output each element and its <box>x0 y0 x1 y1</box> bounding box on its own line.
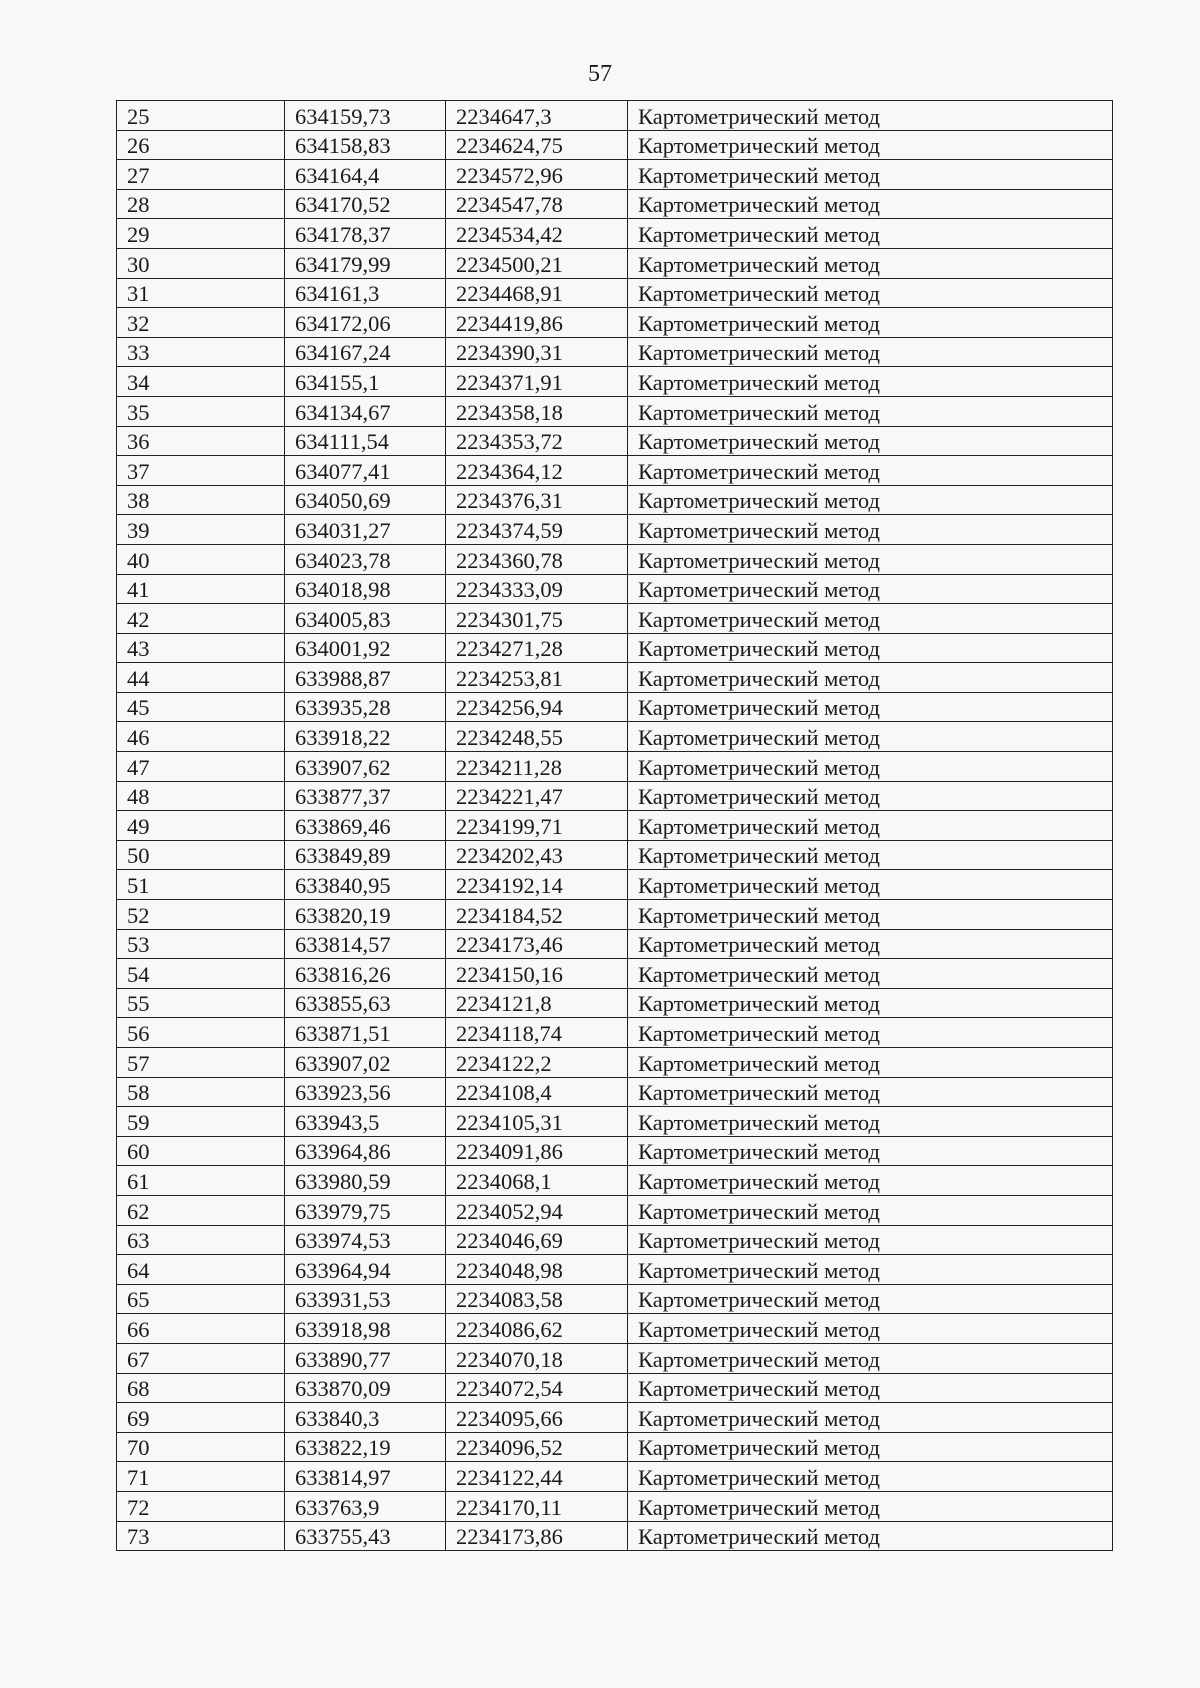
point-number-cell: 41 <box>117 574 285 604</box>
table-row <box>117 633 1113 663</box>
point-number-cell: 45 <box>117 692 285 722</box>
x-coordinate-cell: 633816,26 <box>285 959 446 989</box>
method-cell: Картометрический метод <box>628 633 1113 663</box>
x-coordinate-cell: 634111,54 <box>285 426 446 456</box>
x-coordinate-cell: 633820,19 <box>285 900 446 930</box>
x-coordinate-cell: 634170,52 <box>285 189 446 219</box>
point-number-cell: 25 <box>117 101 285 131</box>
y-coordinate-cell: 2234364,12 <box>446 456 628 486</box>
x-coordinate-cell: 634178,37 <box>285 219 446 249</box>
y-coordinate-cell: 2234647,3 <box>446 101 628 131</box>
method-cell: Картометрический метод <box>628 515 1113 545</box>
x-coordinate-cell: 633755,43 <box>285 1521 446 1551</box>
point-number-cell: 36 <box>117 426 285 456</box>
method-cell: Картометрический метод <box>628 160 1113 190</box>
y-coordinate-cell: 2234500,21 <box>446 248 628 278</box>
table-row <box>117 722 1113 752</box>
x-coordinate-cell: 633931,53 <box>285 1284 446 1314</box>
y-coordinate-cell: 2234121,8 <box>446 988 628 1018</box>
x-coordinate-cell: 633923,56 <box>285 1077 446 1107</box>
x-coordinate-cell: 634005,83 <box>285 604 446 634</box>
y-coordinate-cell: 2234150,16 <box>446 959 628 989</box>
x-coordinate-cell: 633840,3 <box>285 1403 446 1433</box>
method-cell: Картометрический метод <box>628 574 1113 604</box>
table-row <box>117 396 1113 426</box>
y-coordinate-cell: 2234221,47 <box>446 781 628 811</box>
method-cell: Картометрический метод <box>628 840 1113 870</box>
x-coordinate-cell: 633849,89 <box>285 840 446 870</box>
y-coordinate-cell: 2234048,98 <box>446 1255 628 1285</box>
table-row <box>117 870 1113 900</box>
y-coordinate-cell: 2234253,81 <box>446 663 628 693</box>
x-coordinate-cell: 634158,83 <box>285 130 446 160</box>
point-number-cell: 43 <box>117 633 285 663</box>
y-coordinate-cell: 2234358,18 <box>446 396 628 426</box>
point-number-cell: 48 <box>117 781 285 811</box>
x-coordinate-cell: 634179,99 <box>285 248 446 278</box>
y-coordinate-cell: 2234468,91 <box>446 278 628 308</box>
point-number-cell: 66 <box>117 1314 285 1344</box>
table-row <box>117 752 1113 782</box>
method-cell: Картометрический метод <box>628 1314 1113 1344</box>
table-row <box>117 456 1113 486</box>
point-number-cell: 32 <box>117 308 285 338</box>
table-row <box>117 1255 1113 1285</box>
point-number-cell: 51 <box>117 870 285 900</box>
y-coordinate-cell: 2234072,54 <box>446 1373 628 1403</box>
x-coordinate-cell: 633763,9 <box>285 1491 446 1521</box>
point-number-cell: 47 <box>117 752 285 782</box>
point-number-cell: 52 <box>117 900 285 930</box>
y-coordinate-cell: 2234256,94 <box>446 692 628 722</box>
method-cell: Картометрический метод <box>628 1195 1113 1225</box>
table-row <box>117 130 1113 160</box>
y-coordinate-cell: 2234173,86 <box>446 1521 628 1551</box>
y-coordinate-cell: 2234068,1 <box>446 1166 628 1196</box>
table-row <box>117 485 1113 515</box>
point-number-cell: 26 <box>117 130 285 160</box>
table-row <box>117 692 1113 722</box>
point-number-cell: 39 <box>117 515 285 545</box>
x-coordinate-cell: 634077,41 <box>285 456 446 486</box>
table-row <box>117 337 1113 367</box>
y-coordinate-cell: 2234086,62 <box>446 1314 628 1344</box>
method-cell: Картометрический метод <box>628 219 1113 249</box>
y-coordinate-cell: 2234390,31 <box>446 337 628 367</box>
method-cell: Картометрический метод <box>628 130 1113 160</box>
table-row <box>117 544 1113 574</box>
point-number-cell: 35 <box>117 396 285 426</box>
y-coordinate-cell: 2234091,86 <box>446 1136 628 1166</box>
y-coordinate-cell: 2234371,91 <box>446 367 628 397</box>
y-coordinate-cell: 2234122,2 <box>446 1048 628 1078</box>
y-coordinate-cell: 2234353,72 <box>446 426 628 456</box>
x-coordinate-cell: 634031,27 <box>285 515 446 545</box>
method-cell: Картометрический метод <box>628 308 1113 338</box>
method-cell: Картометрический метод <box>628 1491 1113 1521</box>
method-cell: Картометрический метод <box>628 101 1113 131</box>
y-coordinate-cell: 2234173,46 <box>446 929 628 959</box>
table-row <box>117 988 1113 1018</box>
method-cell: Картометрический метод <box>628 1432 1113 1462</box>
point-number-cell: 34 <box>117 367 285 397</box>
table-row <box>117 781 1113 811</box>
point-number-cell: 31 <box>117 278 285 308</box>
table-row <box>117 1403 1113 1433</box>
method-cell: Картометрический метод <box>628 367 1113 397</box>
x-coordinate-cell: 633855,63 <box>285 988 446 1018</box>
x-coordinate-cell: 633979,75 <box>285 1195 446 1225</box>
table-row <box>117 308 1113 338</box>
y-coordinate-cell: 2234248,55 <box>446 722 628 752</box>
point-number-cell: 42 <box>117 604 285 634</box>
point-number-cell: 71 <box>117 1462 285 1492</box>
y-coordinate-cell: 2234108,4 <box>446 1077 628 1107</box>
y-coordinate-cell: 2234271,28 <box>446 633 628 663</box>
point-number-cell: 49 <box>117 811 285 841</box>
y-coordinate-cell: 2234096,52 <box>446 1432 628 1462</box>
point-number-cell: 30 <box>117 248 285 278</box>
y-coordinate-cell: 2234184,52 <box>446 900 628 930</box>
y-coordinate-cell: 2234534,42 <box>446 219 628 249</box>
table-row <box>117 1195 1113 1225</box>
table-row <box>117 1018 1113 1048</box>
point-number-cell: 37 <box>117 456 285 486</box>
point-number-cell: 55 <box>117 988 285 1018</box>
x-coordinate-cell: 634172,06 <box>285 308 446 338</box>
point-number-cell: 53 <box>117 929 285 959</box>
table-row <box>117 604 1113 634</box>
point-number-cell: 65 <box>117 1284 285 1314</box>
point-number-cell: 72 <box>117 1491 285 1521</box>
table-row <box>117 929 1113 959</box>
method-cell: Картометрический метод <box>628 1136 1113 1166</box>
method-cell: Картометрический метод <box>628 1343 1113 1373</box>
table-row <box>117 1107 1113 1137</box>
x-coordinate-cell: 634167,24 <box>285 337 446 367</box>
table-row <box>117 811 1113 841</box>
x-coordinate-cell: 634023,78 <box>285 544 446 574</box>
point-number-cell: 60 <box>117 1136 285 1166</box>
x-coordinate-cell: 633869,46 <box>285 811 446 841</box>
table-row <box>117 1373 1113 1403</box>
method-cell: Картометрический метод <box>628 337 1113 367</box>
method-cell: Картометрический метод <box>628 396 1113 426</box>
table-row <box>117 248 1113 278</box>
x-coordinate-cell: 633907,02 <box>285 1048 446 1078</box>
x-coordinate-cell: 633871,51 <box>285 1018 446 1048</box>
x-coordinate-cell: 634018,98 <box>285 574 446 604</box>
point-number-cell: 56 <box>117 1018 285 1048</box>
x-coordinate-cell: 634050,69 <box>285 485 446 515</box>
x-coordinate-cell: 634001,92 <box>285 633 446 663</box>
point-number-cell: 73 <box>117 1521 285 1551</box>
method-cell: Картометрический метод <box>628 544 1113 574</box>
method-cell: Картометрический метод <box>628 870 1113 900</box>
method-cell: Картометрический метод <box>628 1107 1113 1137</box>
method-cell: Картометрический метод <box>628 1521 1113 1551</box>
x-coordinate-cell: 633840,95 <box>285 870 446 900</box>
y-coordinate-cell: 2234046,69 <box>446 1225 628 1255</box>
method-cell: Картометрический метод <box>628 278 1113 308</box>
method-cell: Картометрический метод <box>628 1018 1113 1048</box>
x-coordinate-cell: 633918,98 <box>285 1314 446 1344</box>
point-number-cell: 64 <box>117 1255 285 1285</box>
method-cell: Картометрический метод <box>628 1255 1113 1285</box>
method-cell: Картометрический метод <box>628 752 1113 782</box>
method-cell: Картометрический метод <box>628 1373 1113 1403</box>
x-coordinate-cell: 633822,19 <box>285 1432 446 1462</box>
y-coordinate-cell: 2234374,59 <box>446 515 628 545</box>
y-coordinate-cell: 2234199,71 <box>446 811 628 841</box>
x-coordinate-cell: 634159,73 <box>285 101 446 131</box>
method-cell: Картометрический метод <box>628 604 1113 634</box>
method-cell: Картометрический метод <box>628 189 1113 219</box>
x-coordinate-cell: 634164,4 <box>285 160 446 190</box>
point-number-cell: 27 <box>117 160 285 190</box>
table-row <box>117 1136 1113 1166</box>
table-row <box>117 278 1113 308</box>
y-coordinate-cell: 2234105,31 <box>446 1107 628 1137</box>
y-coordinate-cell: 2234419,86 <box>446 308 628 338</box>
y-coordinate-cell: 2234122,44 <box>446 1462 628 1492</box>
method-cell: Картометрический метод <box>628 1166 1113 1196</box>
point-number-cell: 67 <box>117 1343 285 1373</box>
y-coordinate-cell: 2234170,11 <box>446 1491 628 1521</box>
y-coordinate-cell: 2234572,96 <box>446 160 628 190</box>
point-number-cell: 40 <box>117 544 285 574</box>
point-number-cell: 57 <box>117 1048 285 1078</box>
point-number-cell: 62 <box>117 1195 285 1225</box>
x-coordinate-cell: 633870,09 <box>285 1373 446 1403</box>
method-cell: Картометрический метод <box>628 988 1113 1018</box>
x-coordinate-cell: 634155,1 <box>285 367 446 397</box>
y-coordinate-cell: 2234301,75 <box>446 604 628 634</box>
method-cell: Картометрический метод <box>628 426 1113 456</box>
table-row <box>117 426 1113 456</box>
method-cell: Картометрический метод <box>628 929 1113 959</box>
point-number-cell: 63 <box>117 1225 285 1255</box>
x-coordinate-cell: 633935,28 <box>285 692 446 722</box>
method-cell: Картометрический метод <box>628 811 1113 841</box>
method-cell: Картометрический метод <box>628 248 1113 278</box>
method-cell: Картометрический метод <box>628 663 1113 693</box>
table-row <box>117 101 1113 131</box>
point-number-cell: 44 <box>117 663 285 693</box>
method-cell: Картометрический метод <box>628 1048 1113 1078</box>
table-row <box>117 189 1113 219</box>
y-coordinate-cell: 2234360,78 <box>446 544 628 574</box>
y-coordinate-cell: 2234052,94 <box>446 1195 628 1225</box>
point-number-cell: 50 <box>117 840 285 870</box>
table-body <box>117 101 1113 1551</box>
x-coordinate-cell: 633943,5 <box>285 1107 446 1137</box>
method-cell: Картометрический метод <box>628 781 1113 811</box>
x-coordinate-cell: 634134,67 <box>285 396 446 426</box>
table-row <box>117 574 1113 604</box>
table-row <box>117 959 1113 989</box>
x-coordinate-cell: 633918,22 <box>285 722 446 752</box>
y-coordinate-cell: 2234624,75 <box>446 130 628 160</box>
table-row <box>117 1166 1113 1196</box>
table-row <box>117 1225 1113 1255</box>
point-number-cell: 59 <box>117 1107 285 1137</box>
table-row <box>117 1077 1113 1107</box>
point-number-cell: 33 <box>117 337 285 367</box>
x-coordinate-cell: 633964,86 <box>285 1136 446 1166</box>
method-cell: Картометрический метод <box>628 485 1113 515</box>
point-number-cell: 70 <box>117 1432 285 1462</box>
table-row <box>117 900 1113 930</box>
point-number-cell: 29 <box>117 219 285 249</box>
x-coordinate-cell: 633974,53 <box>285 1225 446 1255</box>
point-number-cell: 38 <box>117 485 285 515</box>
table-row <box>117 1462 1113 1492</box>
table-row <box>117 1491 1113 1521</box>
x-coordinate-cell: 633814,97 <box>285 1462 446 1492</box>
method-cell: Картометрический метод <box>628 1403 1113 1433</box>
coordinates-table <box>116 100 1113 1551</box>
y-coordinate-cell: 2234192,14 <box>446 870 628 900</box>
table-row <box>117 219 1113 249</box>
y-coordinate-cell: 2234333,09 <box>446 574 628 604</box>
x-coordinate-cell: 633877,37 <box>285 781 446 811</box>
y-coordinate-cell: 2234083,58 <box>446 1284 628 1314</box>
table-row <box>117 1314 1113 1344</box>
x-coordinate-cell: 633907,62 <box>285 752 446 782</box>
method-cell: Картометрический метод <box>628 900 1113 930</box>
point-number-cell: 54 <box>117 959 285 989</box>
method-cell: Картометрический метод <box>628 1284 1113 1314</box>
page-number: 57 <box>588 61 612 87</box>
method-cell: Картометрический метод <box>628 959 1113 989</box>
table-row <box>117 367 1113 397</box>
table-row <box>117 1432 1113 1462</box>
point-number-cell: 69 <box>117 1403 285 1433</box>
y-coordinate-cell: 2234118,74 <box>446 1018 628 1048</box>
point-number-cell: 61 <box>117 1166 285 1196</box>
method-cell: Картометрический метод <box>628 1225 1113 1255</box>
point-number-cell: 58 <box>117 1077 285 1107</box>
table-row <box>117 515 1113 545</box>
y-coordinate-cell: 2234095,66 <box>446 1403 628 1433</box>
x-coordinate-cell: 633988,87 <box>285 663 446 693</box>
point-number-cell: 68 <box>117 1373 285 1403</box>
table-row <box>117 1284 1113 1314</box>
x-coordinate-cell: 634161,3 <box>285 278 446 308</box>
point-number-cell: 46 <box>117 722 285 752</box>
method-cell: Картометрический метод <box>628 456 1113 486</box>
table-row <box>117 160 1113 190</box>
point-number-cell: 28 <box>117 189 285 219</box>
x-coordinate-cell: 633814,57 <box>285 929 446 959</box>
y-coordinate-cell: 2234547,78 <box>446 189 628 219</box>
method-cell: Картометрический метод <box>628 1462 1113 1492</box>
table-row <box>117 840 1113 870</box>
table-row <box>117 663 1113 693</box>
table-row <box>117 1048 1113 1078</box>
x-coordinate-cell: 633980,59 <box>285 1166 446 1196</box>
x-coordinate-cell: 633890,77 <box>285 1343 446 1373</box>
y-coordinate-cell: 2234070,18 <box>446 1343 628 1373</box>
x-coordinate-cell: 633964,94 <box>285 1255 446 1285</box>
method-cell: Картометрический метод <box>628 722 1113 752</box>
method-cell: Картометрический метод <box>628 692 1113 722</box>
table-row <box>117 1343 1113 1373</box>
y-coordinate-cell: 2234211,28 <box>446 752 628 782</box>
table-row <box>117 1521 1113 1551</box>
y-coordinate-cell: 2234202,43 <box>446 840 628 870</box>
method-cell: Картометрический метод <box>628 1077 1113 1107</box>
y-coordinate-cell: 2234376,31 <box>446 485 628 515</box>
